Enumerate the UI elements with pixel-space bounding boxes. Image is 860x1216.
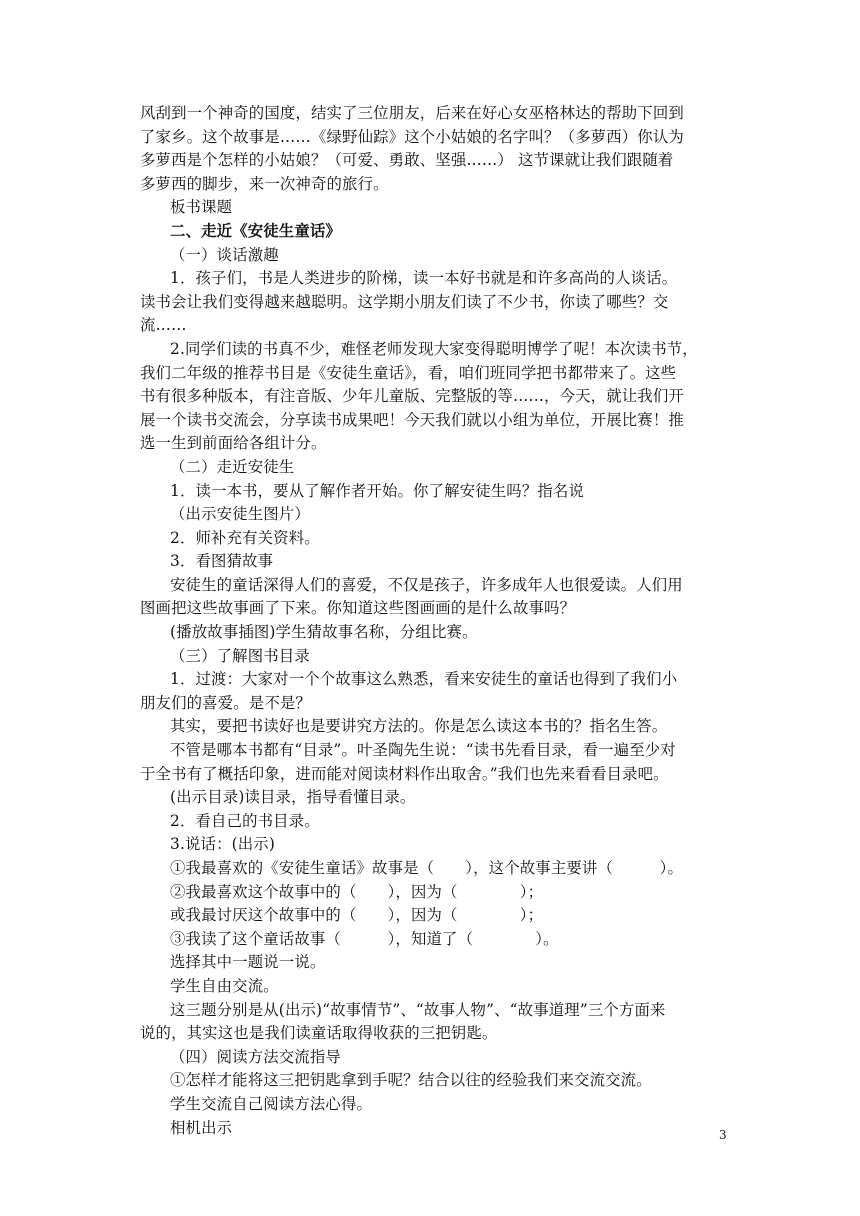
text-line: 图画把这些故事画了下来。你知道这些图画画的是什么故事吗？: [140, 599, 576, 618]
text-line: ①我最喜欢的《安徒生童话》故事是（ ），这个故事主要讲（ ）。: [170, 859, 683, 877]
text-line: 或我最讨厌这个故事中的（ ），因为（ ）；: [170, 906, 544, 925]
text-line: 说的，其实这也是我们读童话取得收获的三把钥匙。: [140, 1024, 498, 1043]
text-line: ①怎样才能将这三把钥匙拿到手呢？结合以往的经验我们来交流交流。: [170, 1071, 652, 1090]
document-body: [140, 102, 730, 1140]
text-line: 1．读一本书，要从了解作者开始。你了解安徒生吗？指名说: [170, 481, 584, 500]
text-line: 2．师补充有关资料。: [170, 528, 320, 547]
text-line: ②我最喜欢这个故事中的（ ），因为（ ）；: [170, 882, 544, 901]
page-number: 3: [719, 1128, 727, 1142]
text-line: 1．过渡：大家对一个个故事这么熟悉，看来安徒生的童话也得到了我们小: [170, 670, 678, 689]
text-line: 了家乡。这个故事是……《绿野仙踪》这个小姑娘的名字叫？（多萝西）你认为: [140, 127, 684, 146]
text-line: (出示目录)读目录，指导看懂目录。: [170, 788, 416, 807]
text-line: ③我读了这个童话故事（ ），知道了（ ）。: [170, 929, 559, 948]
text-line: 其实，要把书读好也是要讲究方法的。你是怎么读这本书的？指名生答。: [170, 717, 668, 736]
section-heading: 二、走近《安徒生童话》: [170, 221, 341, 240]
text-line: 展一个读书交流会，分享读书成果吧！今天我们就以小组为单位，开展比赛！推: [140, 410, 684, 429]
text-line: （一）谈话激趣: [170, 245, 279, 264]
text-line: 2．看自己的书目录。: [170, 811, 320, 830]
text-line: 相机出示: [170, 1118, 233, 1137]
text-line: 流……: [140, 316, 187, 335]
text-line: 多萝西是个怎样的小姑娘？（可爱、勇敢、坚强……） 这节课就让我们跟随着: [140, 151, 674, 170]
text-line: 这三题分别是从(出示)“故事情节”、“故事人物”、“故事道理”三个方面来: [170, 1000, 666, 1019]
text-line: 风刮到一个神奇的国度，结实了三位朋友，后来在好心女巫格林达的帮助下回到: [140, 104, 684, 122]
text-line: （三）了解图书目录: [170, 646, 310, 665]
text-line: 安徒生的童话深得人们的喜爱，不仅是孩子，许多成年人也很爱读。人们用: [170, 575, 683, 594]
text-line: 3．看图猜故事: [170, 552, 274, 571]
text-line: 读书会让我们变得越来越聪明。这学期小朋友们读了不少书，你读了哪些？交: [140, 292, 669, 311]
text-line: 选一生到前面给各组计分。: [140, 434, 327, 453]
text-line: （二）走近安徒生: [170, 457, 295, 476]
text-line: 不管是哪本书都有“目录”。叶圣陶先生说：“读书先看目录，看一遍至少对: [170, 741, 676, 760]
text-line: 学生交流自己阅读方法心得。: [170, 1094, 373, 1113]
text-line: 于全书有了概括印象，进而能对阅读材料作出取舍。”我们也先来看看目录吧。: [140, 764, 669, 783]
text-line: 选择其中一题说一说。: [170, 953, 326, 972]
text-line: (播放故事插图)学生猜故事名称，分组比赛。: [170, 623, 478, 642]
text-line: （出示安徒生图片）: [170, 505, 310, 524]
text-line: 多萝西的脚步，来一次神奇的旅行。: [140, 174, 389, 193]
text-line: 书有很多种版本，有注音版、少年儿童版、完整版的等……，今天，就让我们开: [140, 387, 684, 406]
text-line: （四）阅读方法交流指导: [170, 1047, 341, 1066]
text-line: 板书课题: [170, 198, 233, 217]
text-line: 朋友们的喜爱。是不是？: [140, 693, 311, 712]
text-line: 1．孩子们，书是人类进步的阶梯，读一本好书就是和许多高尚的人谈话。: [170, 269, 678, 288]
text-line: 3.说话：(出示): [170, 835, 275, 854]
text-line: 学生自由交流。: [170, 976, 279, 995]
text-line: 2.同学们读的书真不少，难怪老师发现大家变得聪明博学了呢！本次读书节，: [170, 339, 698, 358]
text-line: 我们二年级的推荐书目是《安徒生童话》，看，咱们班同学把书都带来了。这些: [140, 363, 677, 382]
